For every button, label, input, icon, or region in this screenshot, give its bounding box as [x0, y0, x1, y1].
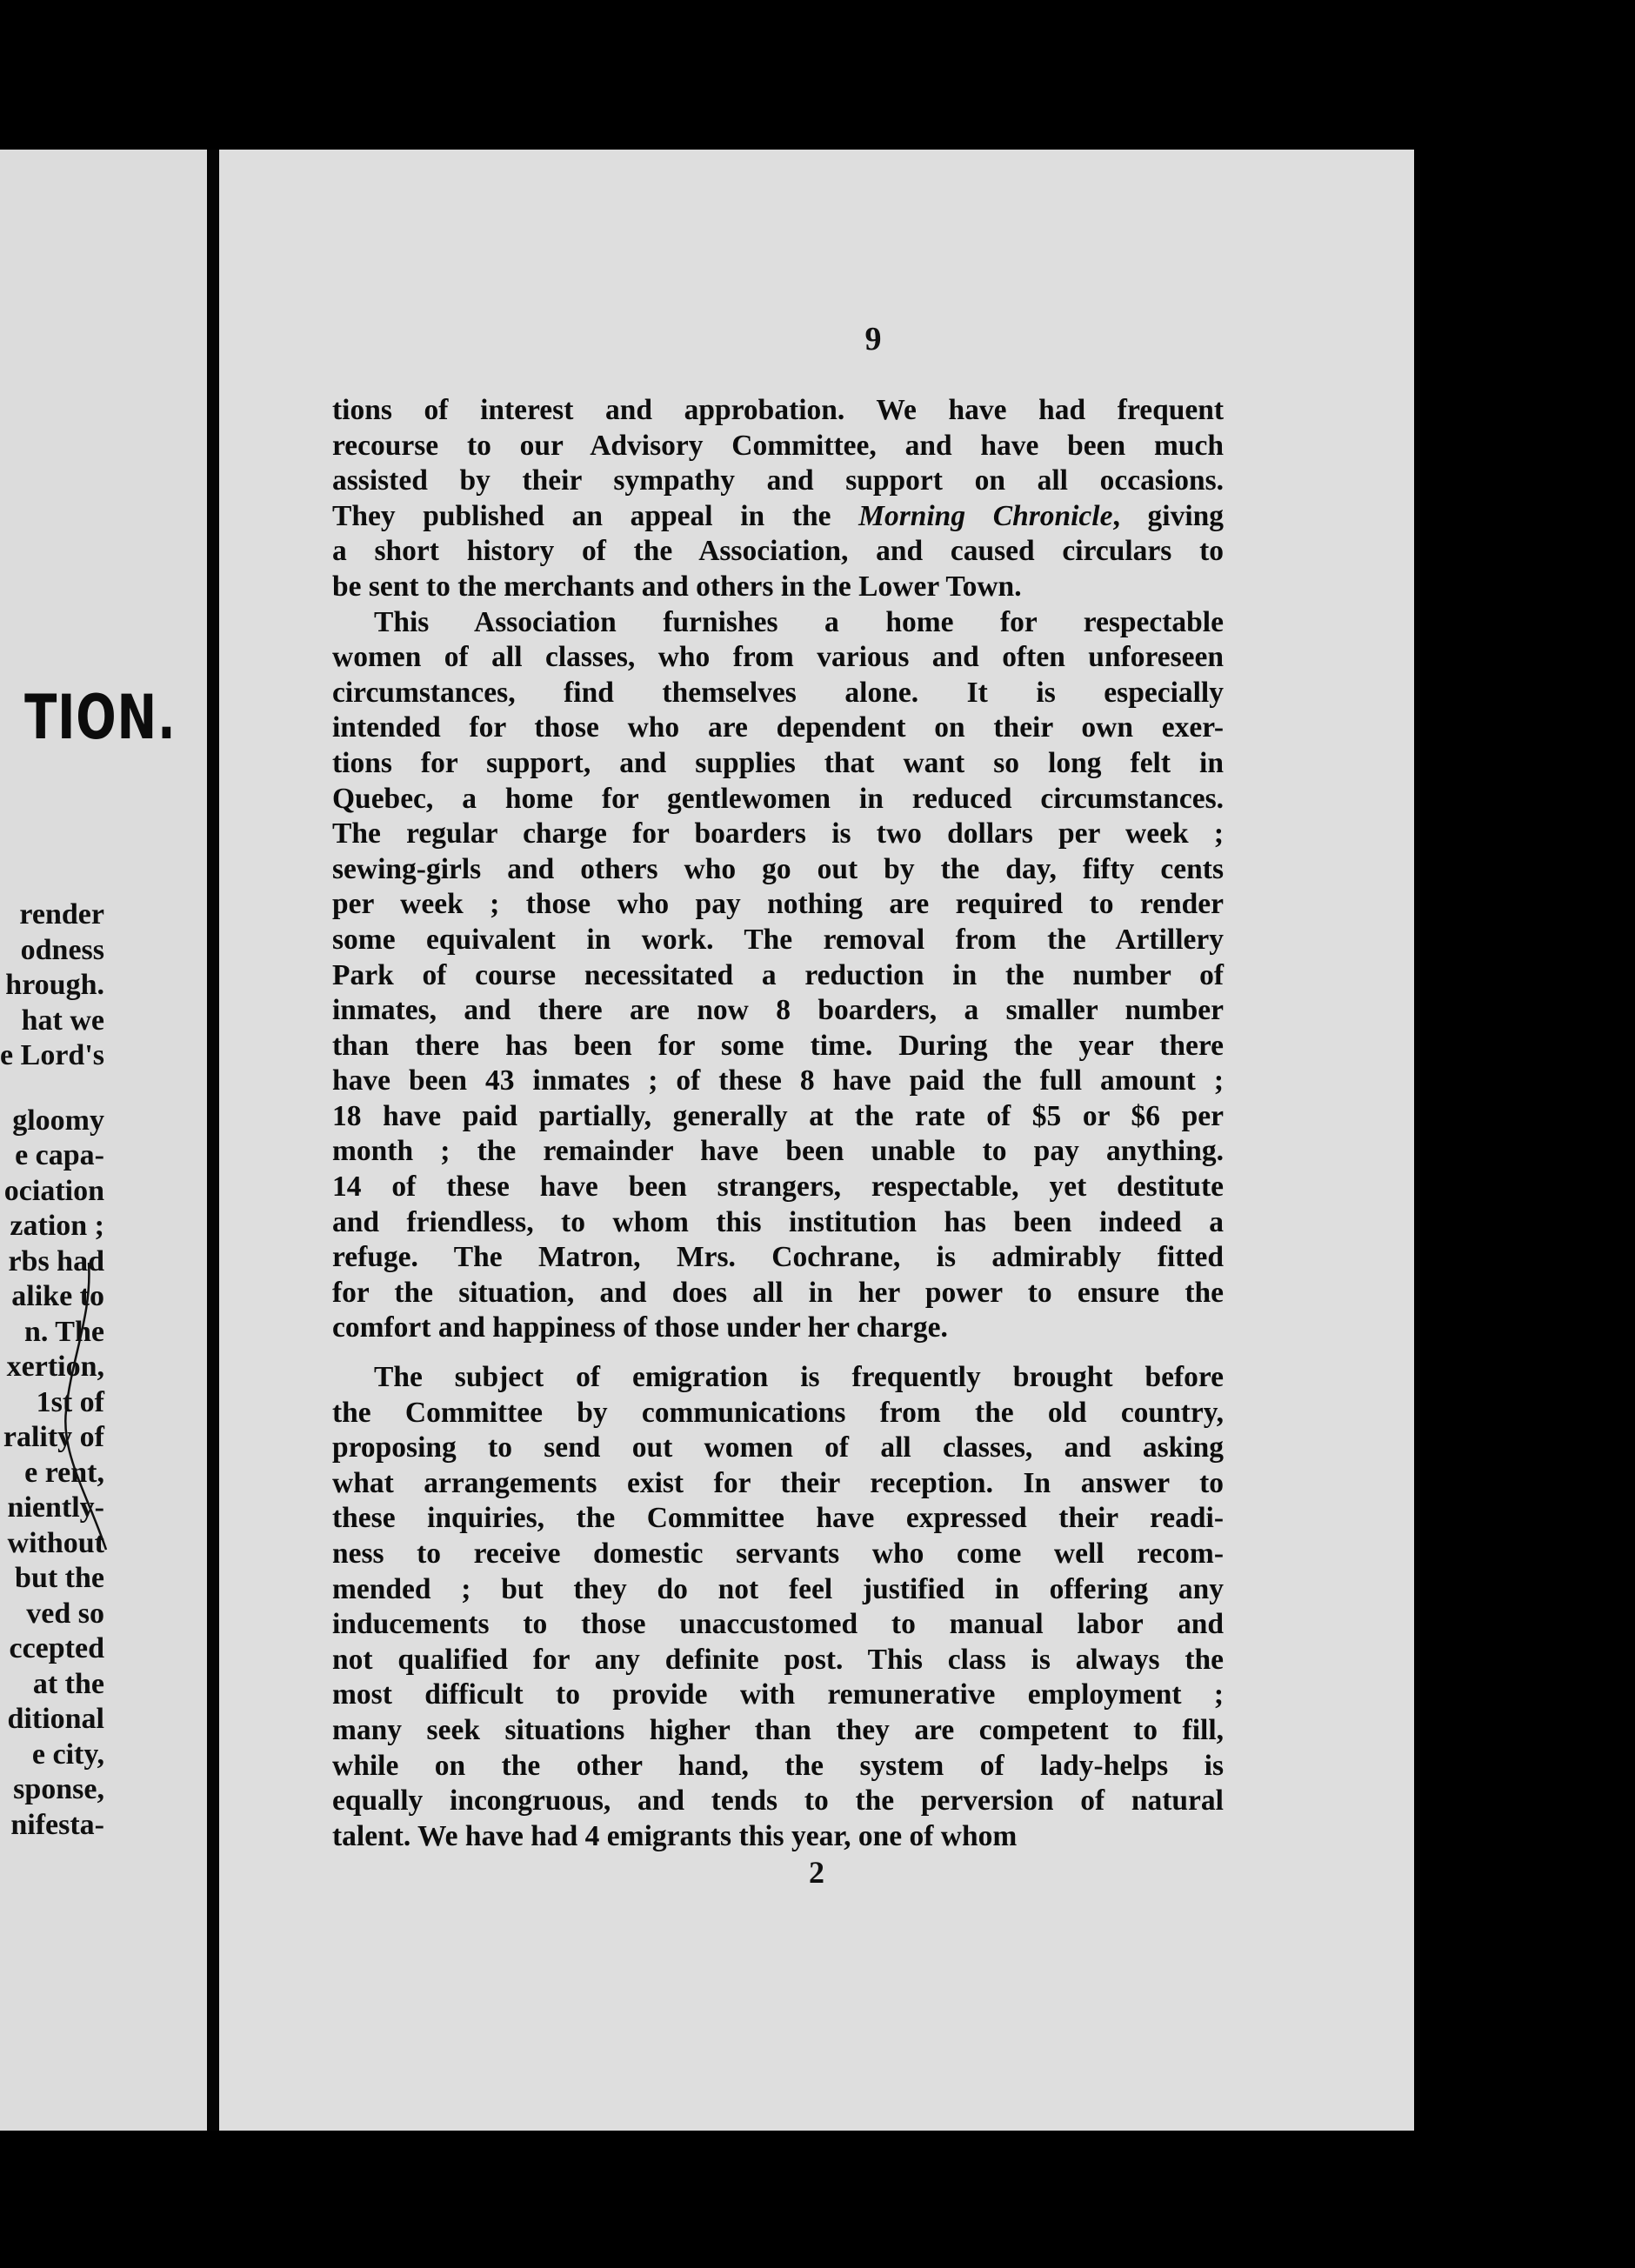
body-text: [332, 393, 1224, 1854]
left-page-line: ccepted: [9, 1632, 104, 1664]
text-line: Quebec, a home for gentlewomen in reduced circumstances.: [332, 782, 1224, 815]
text-line: a short history of the Association, and caused circulars to: [332, 535, 1224, 568]
left-page-line: ditional: [7, 1703, 104, 1735]
left-page-line: without: [7, 1526, 104, 1559]
left-page-line: nifesta-: [10, 1808, 104, 1841]
left-page-line: gloomy: [12, 1104, 104, 1137]
text-line: Park of course necessitated a reduction in the number of: [332, 958, 1224, 991]
text-line: mended ; but they do not feel justified in offering any: [332, 1572, 1224, 1605]
text-line: these inquiries, the Committee have expressed their readi-: [332, 1502, 1224, 1535]
text-line: They published an appeal in the Morning Chronicle, giving: [332, 499, 1225, 532]
left-page-line: xertion,: [6, 1351, 104, 1383]
text-line: The subject of emigration is frequently brought before: [374, 1361, 1224, 1394]
text-line: proposing to send out women of all classes, and asking: [332, 1431, 1224, 1464]
signature-number: 2: [809, 1855, 824, 1890]
text-line: tions of interest and approbation. We have had frequent: [332, 394, 1224, 426]
left-page-line: odness: [20, 933, 104, 966]
text-line: circumstances, find themselves alone. It is especially: [332, 676, 1224, 709]
text-line: most difficult to provide with remunerative employment ;: [332, 1678, 1224, 1711]
left-page-line: hrough.: [5, 969, 104, 1001]
text-line: talent. We have had 4 emigrants this year, one of whom: [332, 1819, 1018, 1852]
page-number: 9: [864, 321, 882, 357]
text-line: be sent to the merchants and others in the Lower Town.: [332, 570, 1022, 603]
paragraph-gap: [332, 1346, 1224, 1360]
text-line: ness to receive domestic servants who come well recom-: [332, 1538, 1224, 1570]
left-page-line: sponse,: [13, 1773, 104, 1805]
left-page-fragment: [0, 150, 207, 2131]
text-line: refuge. The Matron, Mrs. Cochrane, is admirably fitted: [332, 1241, 1224, 1274]
text-line: for the situation, and does all in her power to ensure the: [332, 1276, 1224, 1309]
left-page-line: niently-: [7, 1491, 104, 1524]
text-line: inducements to those unaccustomed to manual labor and: [332, 1608, 1224, 1641]
text-line: per week ; those who pay nothing are required to render: [332, 888, 1224, 921]
text-line: many seek situations higher than they are competent to fill,: [332, 1713, 1224, 1746]
text-line: sewing-girls and others who go out by the day, fifty cents: [332, 852, 1224, 885]
text-line: comfort and happiness of those under her charge.: [332, 1311, 948, 1344]
left-page-heading: TION.: [24, 682, 177, 753]
left-page-line: at the: [32, 1667, 104, 1700]
main-page: [219, 150, 1414, 2131]
text-line: not qualified for any definite post. This class is always the: [332, 1643, 1224, 1676]
text-line: and friendless, to whom this institution has been indeed a: [332, 1205, 1224, 1238]
newspaper-title: Morning Chronicle: [858, 499, 1113, 532]
text-line: 14 of these have been strangers, respectable, yet destitute: [332, 1171, 1224, 1204]
left-page-line: rbs had: [8, 1244, 104, 1277]
left-page-line: [0, 1074, 104, 1104]
left-page-line: n. The: [24, 1315, 104, 1348]
left-page-line: 1st of: [36, 1385, 104, 1418]
left-page-line: ved so: [26, 1597, 104, 1630]
page-gutter: [207, 150, 219, 2131]
left-page-line: e city,: [31, 1738, 104, 1771]
left-page-line: but the: [15, 1562, 104, 1594]
text-line: women of all classes, who from various and often unforeseen: [332, 641, 1224, 674]
left-page-line: e capa-: [15, 1139, 104, 1171]
text-line: while on the other hand, the system of lady-helps is: [332, 1749, 1224, 1782]
text-line: tions for support, and supplies that want so long felt in: [332, 746, 1224, 779]
text-line: the Committee by communications from the old country,: [332, 1396, 1224, 1429]
left-page-line: zation ;: [10, 1210, 104, 1242]
text-line: some equivalent in work. The removal from the Artillery: [332, 923, 1224, 956]
text-line: than there has been for some time. During the year there: [332, 1029, 1224, 1062]
left-page-line: ociation: [3, 1174, 104, 1207]
text-line: recourse to our Advisory Committee, and have been much: [332, 429, 1224, 462]
text-line: The regular charge for boarders is two dollars per week ;: [332, 817, 1224, 850]
text-line: have been 43 inmates ; of these 8 have paid the full amount ;: [332, 1064, 1224, 1097]
left-page-line: e Lord's: [0, 1039, 104, 1071]
left-page-line: e rent,: [24, 1456, 104, 1489]
left-page-line: alike to: [11, 1280, 104, 1312]
left-page-line: render: [19, 898, 104, 931]
text-line: equally incongruous, and tends to the perversion of natural: [332, 1784, 1224, 1818]
text-line: 18 have paid partially, generally at the rate of $5 or $6 per: [332, 1099, 1224, 1132]
text-line: month ; the remainder have been unable to pay anything.: [332, 1135, 1224, 1168]
left-page-line: hat we: [21, 1004, 104, 1037]
text-line: intended for those who are dependent on their own exer-: [332, 711, 1224, 744]
text-line: inmates, and there are now 8 boarders, a smaller number: [332, 994, 1224, 1027]
pencil-annotation-mark: [54, 1263, 110, 1558]
text-line: what arrangements exist for their reception. In answer to: [332, 1466, 1224, 1499]
text-line: assisted by their sympathy and support on all occasions.: [332, 464, 1224, 497]
left-page-line: rality of: [3, 1421, 104, 1453]
text-line: This Association furnishes a home for respectable: [374, 605, 1224, 638]
